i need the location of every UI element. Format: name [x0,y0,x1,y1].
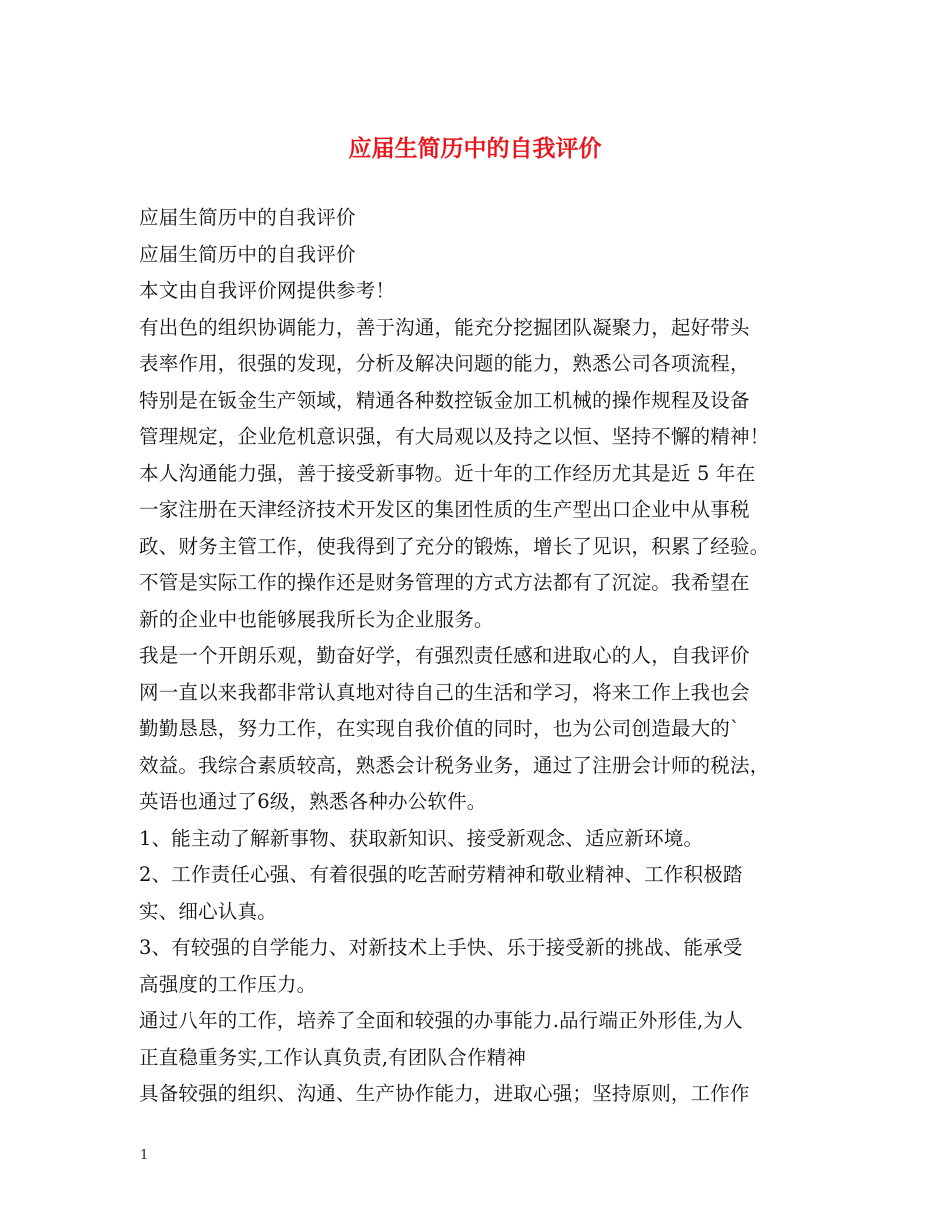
body-line: 效益。我综合素质较高，熟悉会计税务业务，通过了注册会计师的税法， [139,753,770,777]
document-title: 应届生简历中的自我评价 [348,135,602,162]
body-line: 1、能主动了解新事物、获取新知识、接受新观念、适应新环境。 [139,826,704,850]
body-line: 网一直以来我都非常认真地对待自己的生活和学习，将来工作上我也会 [139,680,750,704]
body-line: 政、财务主管工作，使我得到了充分的锻炼，增长了见识，积累了经验。 [139,534,770,558]
body-line: 高强度的工作压力。 [139,972,317,996]
body-line: 管理规定，企业危机意识强，有大局观以及持之以恒、坚持不懈的精神！ [139,425,770,448]
body-line: 本人沟通能力强，善于接受新事物。近十年的工作经历尤其是近 5 年在 [139,461,756,485]
body-line: 特别是在钣金生产领域，精通各种数控钣金加工机械的操作规程及设备 [139,388,750,412]
document-body [139,200,839,1113]
body-line: 本文由自我评价网提供参考！ [139,279,396,302]
body-line: 具备较强的组织、沟通、生产协作能力，进取心强；坚持原则，工作作 [139,1082,750,1105]
body-line: 2、工作责任心强、有着很强的吃苦耐劳精神和敬业精神、工作积极踏 [139,863,743,886]
body-line: 不管是实际工作的操作还是财务管理的方式方法都有了沉淀。我希望在 [139,571,750,594]
body-line: 我是一个开朗乐观，勤奋好学，有强烈责任感和进取心的人，自我评价 [139,644,750,667]
page-number: 1 [140,1148,149,1163]
body-line: 表率作用，很强的发现，分析及解决问题的能力，熟悉公司各项流程， [139,352,750,375]
body-line: 应届生简历中的自我评价 [139,242,356,266]
body-line: 有出色的组织协调能力，善于沟通，能充分挖掘团队凝聚力，起好带头 [139,315,750,339]
body-line: 应届生简历中的自我评价 [139,206,356,229]
body-line: 勤勤恳恳，努力工作，在实现自我价值的同时，也为公司创造最大的` [139,717,740,740]
body-line: 新的企业中也能够展我所长为企业服务。 [139,607,494,631]
body-line: 一家注册在天津经济技术开发区的集团性质的生产型出口企业中从事税 [139,498,750,521]
body-line: 英语也通过了6级，熟悉各种办公软件。 [139,790,487,813]
body-line: 正直稳重务实,工作认真负责,有团队合作精神 [139,1045,527,1069]
body-line: 通过八年的工作，培养了全面和较强的办事能力.品行端正外形佳,为人 [139,1009,743,1032]
body-line: 实、细心认真。 [139,899,277,923]
body-line: 3、有较强的自学能力、对新技术上手快、乐于接受新的挑战、能承受 [139,936,743,959]
